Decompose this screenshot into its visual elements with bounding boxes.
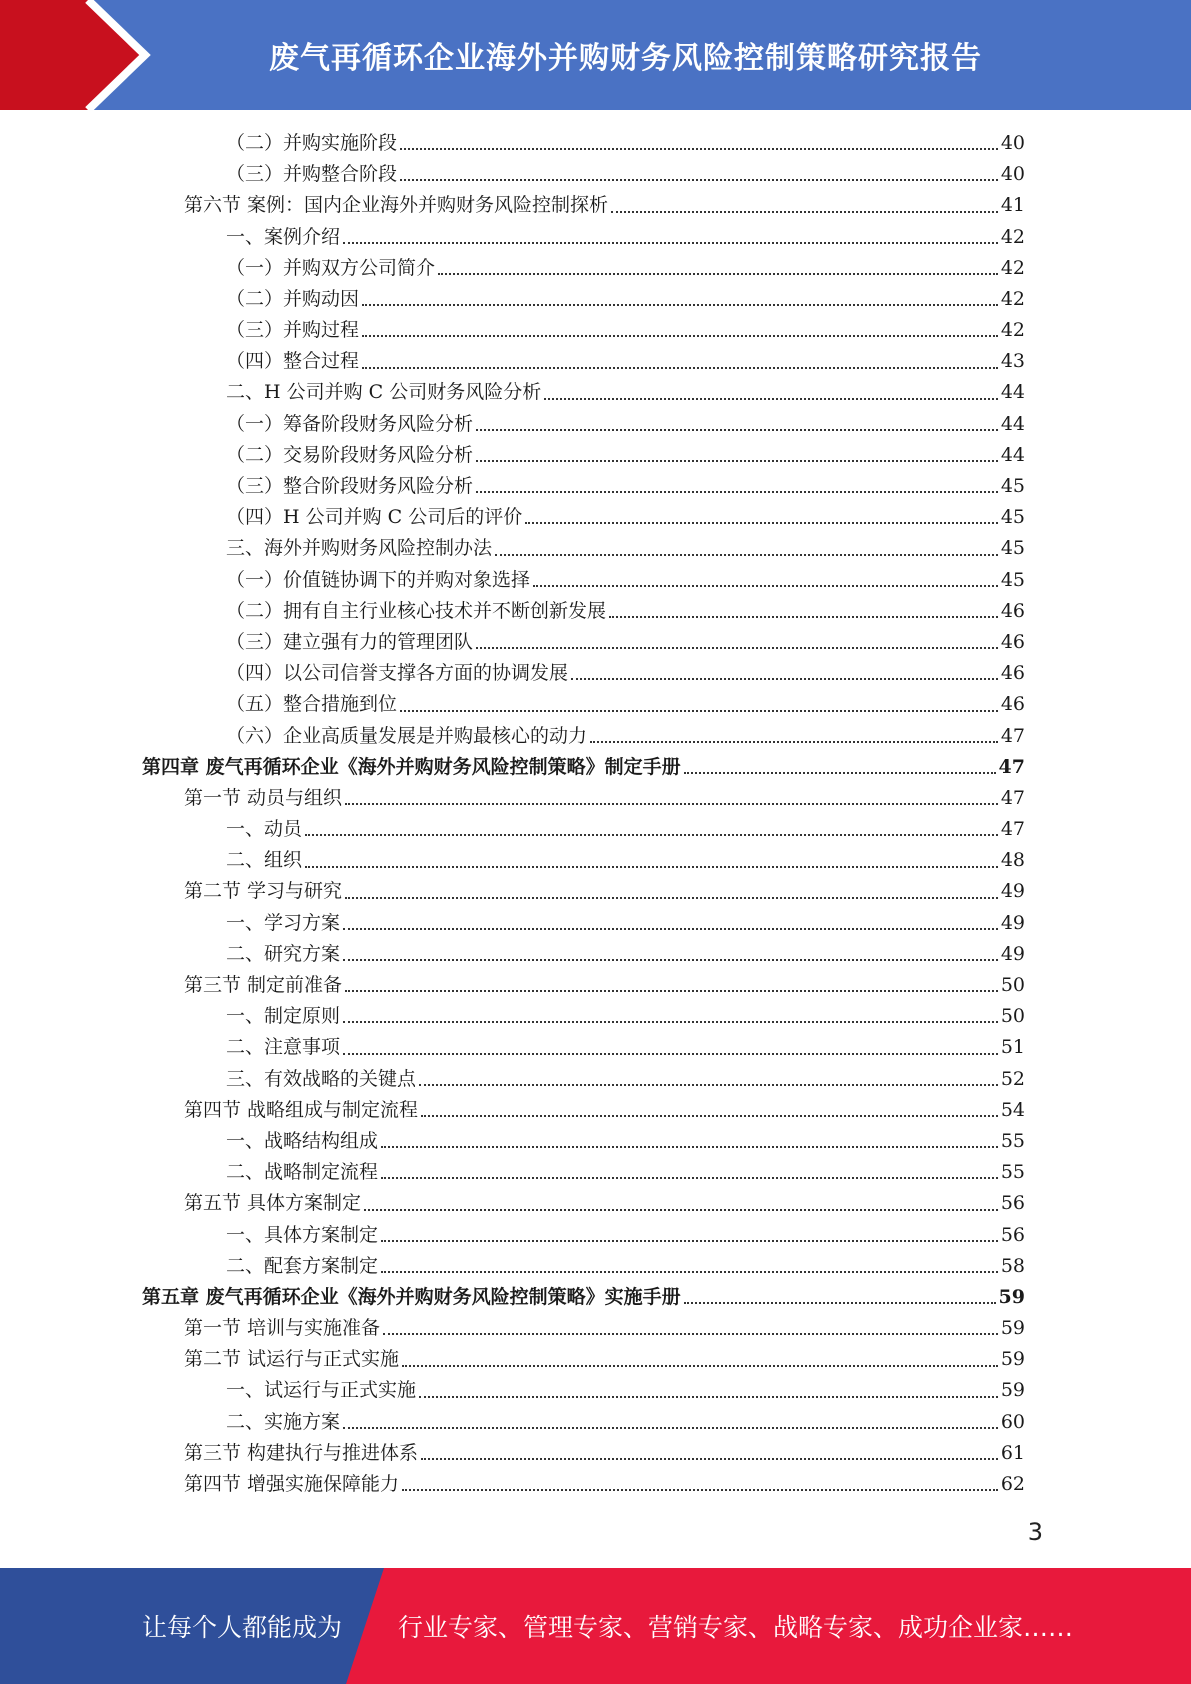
- toc-entry-label: 一、制定原则: [226, 1005, 341, 1028]
- toc-entry-label: （一）并购双方公司简介: [226, 256, 436, 279]
- toc-entry-label: 第五章 废气再循环企业《海外并购财务风险控制策略》实施手册: [142, 1285, 681, 1308]
- toc-entry-label: 第六节 案例：国内企业海外并购财务风险控制探析: [184, 194, 609, 217]
- toc-dot-leader: [402, 1365, 998, 1367]
- toc-section-entry[interactable]: [142, 190, 1025, 221]
- toc-subsection-entry[interactable]: [142, 721, 1025, 752]
- toc-entry-page: 45: [1000, 506, 1025, 529]
- toc-section-entry[interactable]: [142, 1344, 1025, 1375]
- toc-section-entry[interactable]: [142, 877, 1025, 908]
- table-of-contents: [142, 128, 1025, 1500]
- toc-section-entry[interactable]: [142, 783, 1025, 814]
- toc-entry-page: 49: [1000, 911, 1025, 934]
- toc-entry-page: 46: [1000, 599, 1025, 622]
- toc-section-entry[interactable]: [142, 1188, 1025, 1219]
- toc-dot-leader: [345, 990, 998, 992]
- toc-entry-page: 61: [1000, 1441, 1025, 1464]
- toc-entry-label: （一）价值链协调下的并购对象选择: [226, 568, 531, 591]
- toc-dot-leader: [590, 741, 998, 743]
- page-number: 3: [1027, 1518, 1043, 1546]
- toc-dot-leader: [381, 1240, 998, 1242]
- toc-entry-label: 第四节 战略组成与制定流程: [184, 1098, 419, 1121]
- toc-dot-leader: [381, 1177, 998, 1179]
- document-title: 废气再循环企业海外并购财务风险控制策略研究报告: [269, 41, 982, 76]
- toc-entry-label: 三、海外并购财务风险控制办法: [226, 537, 493, 560]
- toc-section-entry[interactable]: [142, 1313, 1025, 1344]
- toc-entry-label: （二）交易阶段财务风险分析: [226, 443, 474, 466]
- toc-dot-leader: [419, 1084, 998, 1086]
- toc-entry-label: 二、组织: [226, 849, 303, 872]
- toc-entry-page: 44: [1000, 381, 1025, 404]
- header-arrow-red: [0, 0, 145, 110]
- toc-dot-leader: [400, 710, 998, 712]
- toc-entry-label: 第一节 培训与实施准备: [184, 1317, 381, 1340]
- toc-subsection-entry[interactable]: [142, 502, 1025, 533]
- toc-subsection-entry[interactable]: [142, 939, 1025, 970]
- toc-entry-page: 59: [1000, 1317, 1025, 1340]
- toc-subsection-entry[interactable]: [142, 845, 1025, 876]
- toc-entry-label: 二、注意事项: [226, 1036, 341, 1059]
- toc-dot-leader: [381, 1146, 998, 1148]
- toc-entry-page: 49: [1000, 880, 1025, 903]
- toc-section-entry[interactable]: [142, 1438, 1025, 1469]
- toc-entry-page: 43: [1000, 350, 1025, 373]
- toc-entry-page: 46: [1000, 662, 1025, 685]
- toc-subsection-entry[interactable]: [142, 533, 1025, 564]
- toc-subsection-entry[interactable]: [142, 1407, 1025, 1438]
- toc-subsection-entry[interactable]: [142, 908, 1025, 939]
- toc-entry-page: 42: [1000, 256, 1025, 279]
- toc-subsection-entry[interactable]: [142, 1220, 1025, 1251]
- toc-subsection-entry[interactable]: [142, 1032, 1025, 1063]
- toc-entry-label: 一、试运行与正式实施: [226, 1379, 417, 1402]
- toc-entry-page: 56: [1000, 1192, 1025, 1215]
- toc-entry-label: 第三节 构建执行与推进体系: [184, 1441, 419, 1464]
- toc-dot-leader: [476, 460, 998, 462]
- toc-entry-label: 二、配套方案制定: [226, 1254, 379, 1277]
- toc-dot-leader: [684, 1302, 996, 1304]
- toc-entry-page: 62: [1000, 1473, 1025, 1496]
- toc-entry-page: 47: [998, 755, 1025, 778]
- toc-entry-label: （四）整合过程: [226, 350, 360, 373]
- toc-subsection-entry[interactable]: [142, 1376, 1025, 1407]
- toc-entry-page: 40: [1000, 131, 1025, 154]
- toc-entry-label: （三）整合阶段财务风险分析: [226, 475, 474, 498]
- toc-entry-page: 50: [1000, 974, 1025, 997]
- toc-entry-page: 56: [1000, 1223, 1025, 1246]
- toc-dot-leader: [381, 1271, 998, 1273]
- toc-entry-page: 44: [1000, 412, 1025, 435]
- toc-subsection-entry[interactable]: [142, 1001, 1025, 1032]
- toc-entry-page: 48: [1000, 849, 1025, 872]
- toc-dot-leader: [400, 148, 998, 150]
- toc-entry-page: 44: [1000, 443, 1025, 466]
- toc-entry-page: 50: [1000, 1005, 1025, 1028]
- toc-entry-label: 一、案例介绍: [226, 225, 341, 248]
- toc-entry-label: （四）H 公司并购 C 公司后的评价: [226, 506, 523, 529]
- header-arrow-decoration: [0, 0, 160, 110]
- toc-entry-label: 第一节 动员与组织: [184, 786, 343, 809]
- toc-dot-leader: [609, 616, 998, 618]
- toc-entry-page: 58: [1000, 1254, 1025, 1277]
- footer-slogan-right: 行业专家、管理专家、营销专家、战略专家、成功企业家……: [398, 1613, 1074, 1642]
- toc-dot-leader: [343, 1021, 998, 1023]
- toc-dot-leader: [400, 179, 998, 181]
- toc-entry-page: 46: [1000, 693, 1025, 716]
- toc-entry-page: 41: [1000, 194, 1025, 217]
- toc-dot-leader: [362, 304, 998, 306]
- toc-subsection-entry[interactable]: [142, 471, 1025, 502]
- toc-entry-page: 42: [1000, 225, 1025, 248]
- toc-entry-page: 45: [1000, 568, 1025, 591]
- toc-subsection-entry[interactable]: [142, 1251, 1025, 1282]
- toc-entry-page: 49: [1000, 942, 1025, 965]
- toc-entry-label: 第二节 学习与研究: [184, 880, 343, 903]
- toc-entry-label: （三）建立强有力的管理团队: [226, 630, 474, 653]
- toc-subsection-entry[interactable]: [142, 378, 1025, 409]
- toc-dot-leader: [305, 866, 998, 868]
- toc-entry-label: （三）并购整合阶段: [226, 163, 398, 186]
- footer-slogan-left: 让每个人都能成为: [142, 1613, 343, 1642]
- toc-entry-label: 一、学习方案: [226, 911, 341, 934]
- toc-entry-page: 45: [1000, 537, 1025, 560]
- page-header: [0, 0, 1191, 110]
- toc-entry-page: 45: [1000, 475, 1025, 498]
- toc-chapter-entry[interactable]: [142, 752, 1025, 783]
- toc-subsection-entry[interactable]: [142, 128, 1025, 159]
- toc-dot-leader: [343, 959, 998, 961]
- toc-entry-page: 42: [1000, 287, 1025, 310]
- toc-dot-leader: [343, 242, 998, 244]
- toc-entry-page: 52: [1000, 1067, 1025, 1090]
- toc-section-entry[interactable]: [142, 970, 1025, 1001]
- toc-subsection-entry[interactable]: [142, 315, 1025, 346]
- toc-dot-leader: [495, 554, 998, 556]
- toc-dot-leader: [343, 928, 998, 930]
- toc-entry-page: 51: [1000, 1036, 1025, 1059]
- toc-entry-label: （三）并购过程: [226, 319, 360, 342]
- toc-dot-leader: [402, 1489, 998, 1491]
- toc-entry-page: 60: [1000, 1410, 1025, 1433]
- toc-chapter-entry[interactable]: [142, 1282, 1025, 1313]
- toc-dot-leader: [362, 367, 998, 369]
- toc-entry-label: （五）整合措施到位: [226, 693, 398, 716]
- toc-entry-label: 一、战略结构组成: [226, 1129, 379, 1152]
- toc-dot-leader: [611, 211, 998, 213]
- toc-section-entry[interactable]: [142, 1469, 1025, 1500]
- toc-subsection-entry[interactable]: [142, 565, 1025, 596]
- toc-dot-leader: [421, 1115, 998, 1117]
- toc-entry-label: 二、战略制定流程: [226, 1161, 379, 1184]
- toc-dot-leader: [476, 429, 998, 431]
- toc-subsection-entry[interactable]: [142, 814, 1025, 845]
- toc-subsection-entry[interactable]: [142, 689, 1025, 720]
- toc-entry-label: 第四章 废气再循环企业《海外并购财务风险控制策略》制定手册: [142, 755, 681, 778]
- toc-dot-leader: [476, 647, 998, 649]
- toc-dot-leader: [421, 1458, 998, 1460]
- toc-dot-leader: [533, 585, 998, 587]
- toc-entry-page: 42: [1000, 319, 1025, 342]
- toc-dot-leader: [544, 398, 998, 400]
- toc-entry-page: 59: [1000, 1379, 1025, 1402]
- toc-entry-label: （二）并购实施阶段: [226, 131, 398, 154]
- toc-entry-page: 47: [1000, 786, 1025, 809]
- toc-entry-label: 二、H 公司并购 C 公司财务风险分析: [226, 381, 542, 404]
- toc-dot-leader: [343, 1053, 998, 1055]
- toc-subsection-entry[interactable]: [142, 1157, 1025, 1188]
- toc-subsection-entry[interactable]: [142, 596, 1025, 627]
- toc-section-entry[interactable]: [142, 1095, 1025, 1126]
- toc-dot-leader: [345, 897, 998, 899]
- toc-entry-page: 46: [1000, 630, 1025, 653]
- toc-dot-leader: [364, 1209, 998, 1211]
- toc-subsection-entry[interactable]: [142, 658, 1025, 689]
- toc-entry-label: 第四节 增强实施保障能力: [184, 1473, 400, 1496]
- toc-dot-leader: [345, 803, 998, 805]
- toc-dot-leader: [362, 335, 998, 337]
- toc-dot-leader: [343, 1427, 998, 1429]
- toc-dot-leader: [476, 491, 998, 493]
- toc-subsection-entry[interactable]: [142, 253, 1025, 284]
- toc-entry-label: （二）拥有自主行业核心技术并不断创新发展: [226, 599, 607, 622]
- toc-entry-page: 59: [1000, 1348, 1025, 1371]
- toc-subsection-entry[interactable]: [142, 222, 1025, 253]
- toc-entry-label: （一）筹备阶段财务风险分析: [226, 412, 474, 435]
- toc-dot-leader: [419, 1396, 998, 1398]
- toc-subsection-entry[interactable]: [142, 627, 1025, 658]
- toc-dot-leader: [684, 772, 996, 774]
- page-footer: [0, 1568, 1191, 1684]
- toc-subsection-entry[interactable]: [142, 409, 1025, 440]
- toc-entry-page: 54: [1000, 1098, 1025, 1121]
- toc-entry-page: 59: [998, 1285, 1025, 1308]
- toc-entry-label: 一、具体方案制定: [226, 1223, 379, 1246]
- toc-subsection-entry[interactable]: [142, 1064, 1025, 1095]
- toc-entry-label: 二、研究方案: [226, 942, 341, 965]
- toc-dot-leader: [571, 678, 998, 680]
- toc-entry-label: 第五节 具体方案制定: [184, 1192, 362, 1215]
- toc-dot-leader: [525, 522, 998, 524]
- toc-dot-leader: [438, 273, 998, 275]
- toc-subsection-entry[interactable]: [142, 284, 1025, 315]
- toc-subsection-entry[interactable]: [142, 159, 1025, 190]
- toc-entry-label: 二、实施方案: [226, 1410, 341, 1433]
- toc-entry-label: 一、动员: [226, 818, 303, 841]
- toc-entry-page: 55: [1000, 1161, 1025, 1184]
- toc-dot-leader: [383, 1333, 998, 1335]
- toc-entry-label: （六）企业高质量发展是并购最核心的动力: [226, 724, 588, 747]
- toc-entry-label: 三、有效战略的关键点: [226, 1067, 417, 1090]
- toc-subsection-entry[interactable]: [142, 346, 1025, 377]
- toc-entry-page: 40: [1000, 163, 1025, 186]
- toc-subsection-entry[interactable]: [142, 440, 1025, 471]
- toc-entry-page: 47: [1000, 724, 1025, 747]
- toc-entry-page: 47: [1000, 818, 1025, 841]
- toc-entry-page: 55: [1000, 1129, 1025, 1152]
- toc-entry-label: （四）以公司信誉支撑各方面的协调发展: [226, 662, 569, 685]
- toc-entry-label: （二）并购动因: [226, 287, 360, 310]
- toc-subsection-entry[interactable]: [142, 1126, 1025, 1157]
- toc-entry-label: 第三节 制定前准备: [184, 974, 343, 997]
- toc-dot-leader: [305, 834, 998, 836]
- toc-entry-label: 第二节 试运行与正式实施: [184, 1348, 400, 1371]
